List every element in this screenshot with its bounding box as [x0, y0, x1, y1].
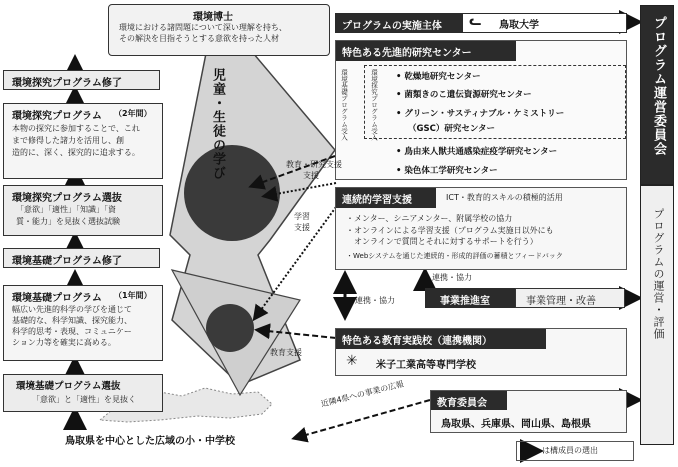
suishin-desc-box — [515, 288, 625, 308]
tankyu-title: 環境探究プログラム — [12, 111, 102, 122]
renzoku-item-4: ・Webシステムを通じた連続的・形成的評価の蓄積とフィードバック — [346, 252, 563, 260]
label-kyoiku-kenkyu-shien: 教育・研究支援 支援 — [286, 160, 342, 180]
univ-name: 鳥取大学 — [499, 20, 539, 31]
tankyu-shuryo-box — [3, 70, 160, 90]
unei-iinkai-box — [640, 5, 674, 185]
hakase-title: 環境博士 — [193, 12, 233, 23]
tankyu-senbatsu-desc-2: 質・能力」を見抜く選抜試験 — [16, 217, 120, 226]
hakase-desc-2: その解決を目指そうとする意欲を持った人材 — [119, 34, 279, 43]
suishin-box — [425, 288, 515, 308]
schools-label: 鳥取県を中心とした広域の小・中学校 — [65, 436, 235, 447]
tankyu-senbatsu-title: 環境探究プログラム選抜 — [12, 193, 122, 204]
kiso-period: （1年間） — [114, 291, 152, 300]
renzoku-ict: ICT・教育的スキルの積極的活用 — [446, 193, 563, 202]
kiso-title: 環境基礎プログラム — [12, 293, 102, 304]
renzoku-item-2: ・オンラインによる学習支援（プログラム実施日以外にも — [346, 226, 554, 235]
kyoiku-header — [431, 391, 507, 410]
tankyu-desc-3: 造的に、深く、探究的に追求する。 — [12, 148, 140, 157]
kiso-desc-3: 科学的思考・表現、コミュニケー — [12, 327, 132, 336]
tankyu-desc-2: まで修得した諸力を活用し、創 — [12, 136, 124, 145]
kiso-senbatsu-box — [3, 374, 163, 412]
label-kyoiku-shien: 教育支援 — [270, 348, 302, 357]
hakase-desc-1: 環境における諸問題について深い理解を持ち、 — [119, 23, 287, 32]
center-item-5: • 染色体工学研究センター — [396, 166, 498, 176]
large-dark-circle — [184, 145, 280, 241]
jissen-box — [335, 328, 627, 376]
kiso-desc-1: 幅広い先進的科学の学びを通じて — [12, 305, 132, 314]
kiso-senbatsu-desc: 「意欲」と「適性」を見抜く — [32, 395, 136, 404]
jissen-header — [336, 329, 546, 349]
kiso-senbatsu-title: 環境基礎プログラム選抜 — [16, 381, 121, 392]
tankyu-period: （2年間） — [114, 109, 152, 118]
suishin-title: 事業推進室 — [440, 296, 490, 307]
suishin-desc: 事業管理・改善 — [526, 296, 596, 307]
kiso-shuryo-box — [3, 248, 160, 268]
renzoku-header — [336, 188, 436, 208]
triangle-label: 児童・生徒の学び — [210, 68, 225, 180]
tankyu-shuryo-title: 環境探究プログラム修了 — [12, 78, 122, 89]
unei-hyoka-label: プログラムの運営・評価 — [652, 208, 665, 340]
renzoku-box — [335, 187, 627, 270]
center-item-3b: （GSC）研究センター — [408, 124, 495, 134]
hakase-box — [108, 4, 330, 56]
centers-inner-label: 環境探究プログラム受入 — [370, 69, 378, 141]
unei-hyoka-box — [640, 185, 674, 445]
kiso-shuryo-title: 環境基礎プログラム修了 — [12, 256, 122, 267]
jissen-title: 特色ある教育実践校（連携機関） — [342, 336, 492, 347]
tankyu-desc-1: 本物の探究に参加することで、これ — [12, 124, 140, 133]
legend-box — [516, 441, 634, 461]
tankyu-senbatsu-box — [3, 185, 163, 236]
kyoiku-box — [430, 390, 627, 433]
label-kohou: 近隣4県への事業の広報 — [320, 379, 405, 409]
centers-box — [335, 40, 627, 180]
small-dark-circle — [206, 304, 254, 352]
center-item-3: • グリーン・サスティナブル・ケミストリー — [396, 109, 565, 119]
kosen-logo-icon: ✳ — [346, 353, 358, 369]
renzoku-title: 連続的学習支援 — [342, 195, 412, 206]
tankyu-box — [3, 103, 163, 179]
centers-header — [336, 41, 516, 61]
kiso-desc-4: ション力等を確実に高める。 — [12, 338, 116, 347]
kyoiku-title: 教育委員会 — [437, 398, 487, 409]
kiso-box — [3, 285, 163, 361]
univ-logo-box — [463, 14, 626, 32]
double-arrows — [345, 273, 425, 315]
center-item-4: • 鳥由来人獣共通感染症疫学研究センター — [396, 147, 558, 157]
label-renkei-kyoryoku-1: 連携・協力 — [355, 296, 395, 305]
centers-title: 特色ある先進的研究センター — [342, 48, 472, 59]
legend-text: は構成員の選出 — [542, 446, 598, 455]
center-item-2: • 菌類きのこ遺伝資源研究センター — [396, 90, 532, 100]
renzoku-item-3: オンラインで質問とそれに対するサポートを行う） — [346, 237, 538, 246]
label-gakushu-shien: 学習 支援 — [294, 212, 310, 232]
jisshi-label: プログラムの実施主体 — [342, 21, 442, 32]
tankyu-senbatsu-desc-1: 「意欲」「適性」「知識」「資 — [16, 205, 116, 214]
renzoku-item-1: ・メンター、シニアメンター、附属学校の協力 — [346, 214, 513, 223]
kiso-desc-2: 基礎的な、科学知識、探究能力、 — [12, 316, 132, 325]
centers-outer-label: 環境基礎プログラム受入 — [340, 69, 348, 141]
tottori-univ-logo-icon: ᓚ — [469, 14, 482, 29]
jissen-school: 米子工業高等専門学校 — [376, 360, 476, 371]
unei-iinkai-label: プログラム運営委員会 — [651, 16, 666, 156]
label-renkei-kyoryoku-2: 連携・協力 — [432, 273, 472, 282]
center-item-1: • 乾燥地研究センター — [396, 72, 481, 82]
kyoiku-prefs: 鳥取県、兵庫県、岡山県、島根県 — [441, 419, 591, 430]
